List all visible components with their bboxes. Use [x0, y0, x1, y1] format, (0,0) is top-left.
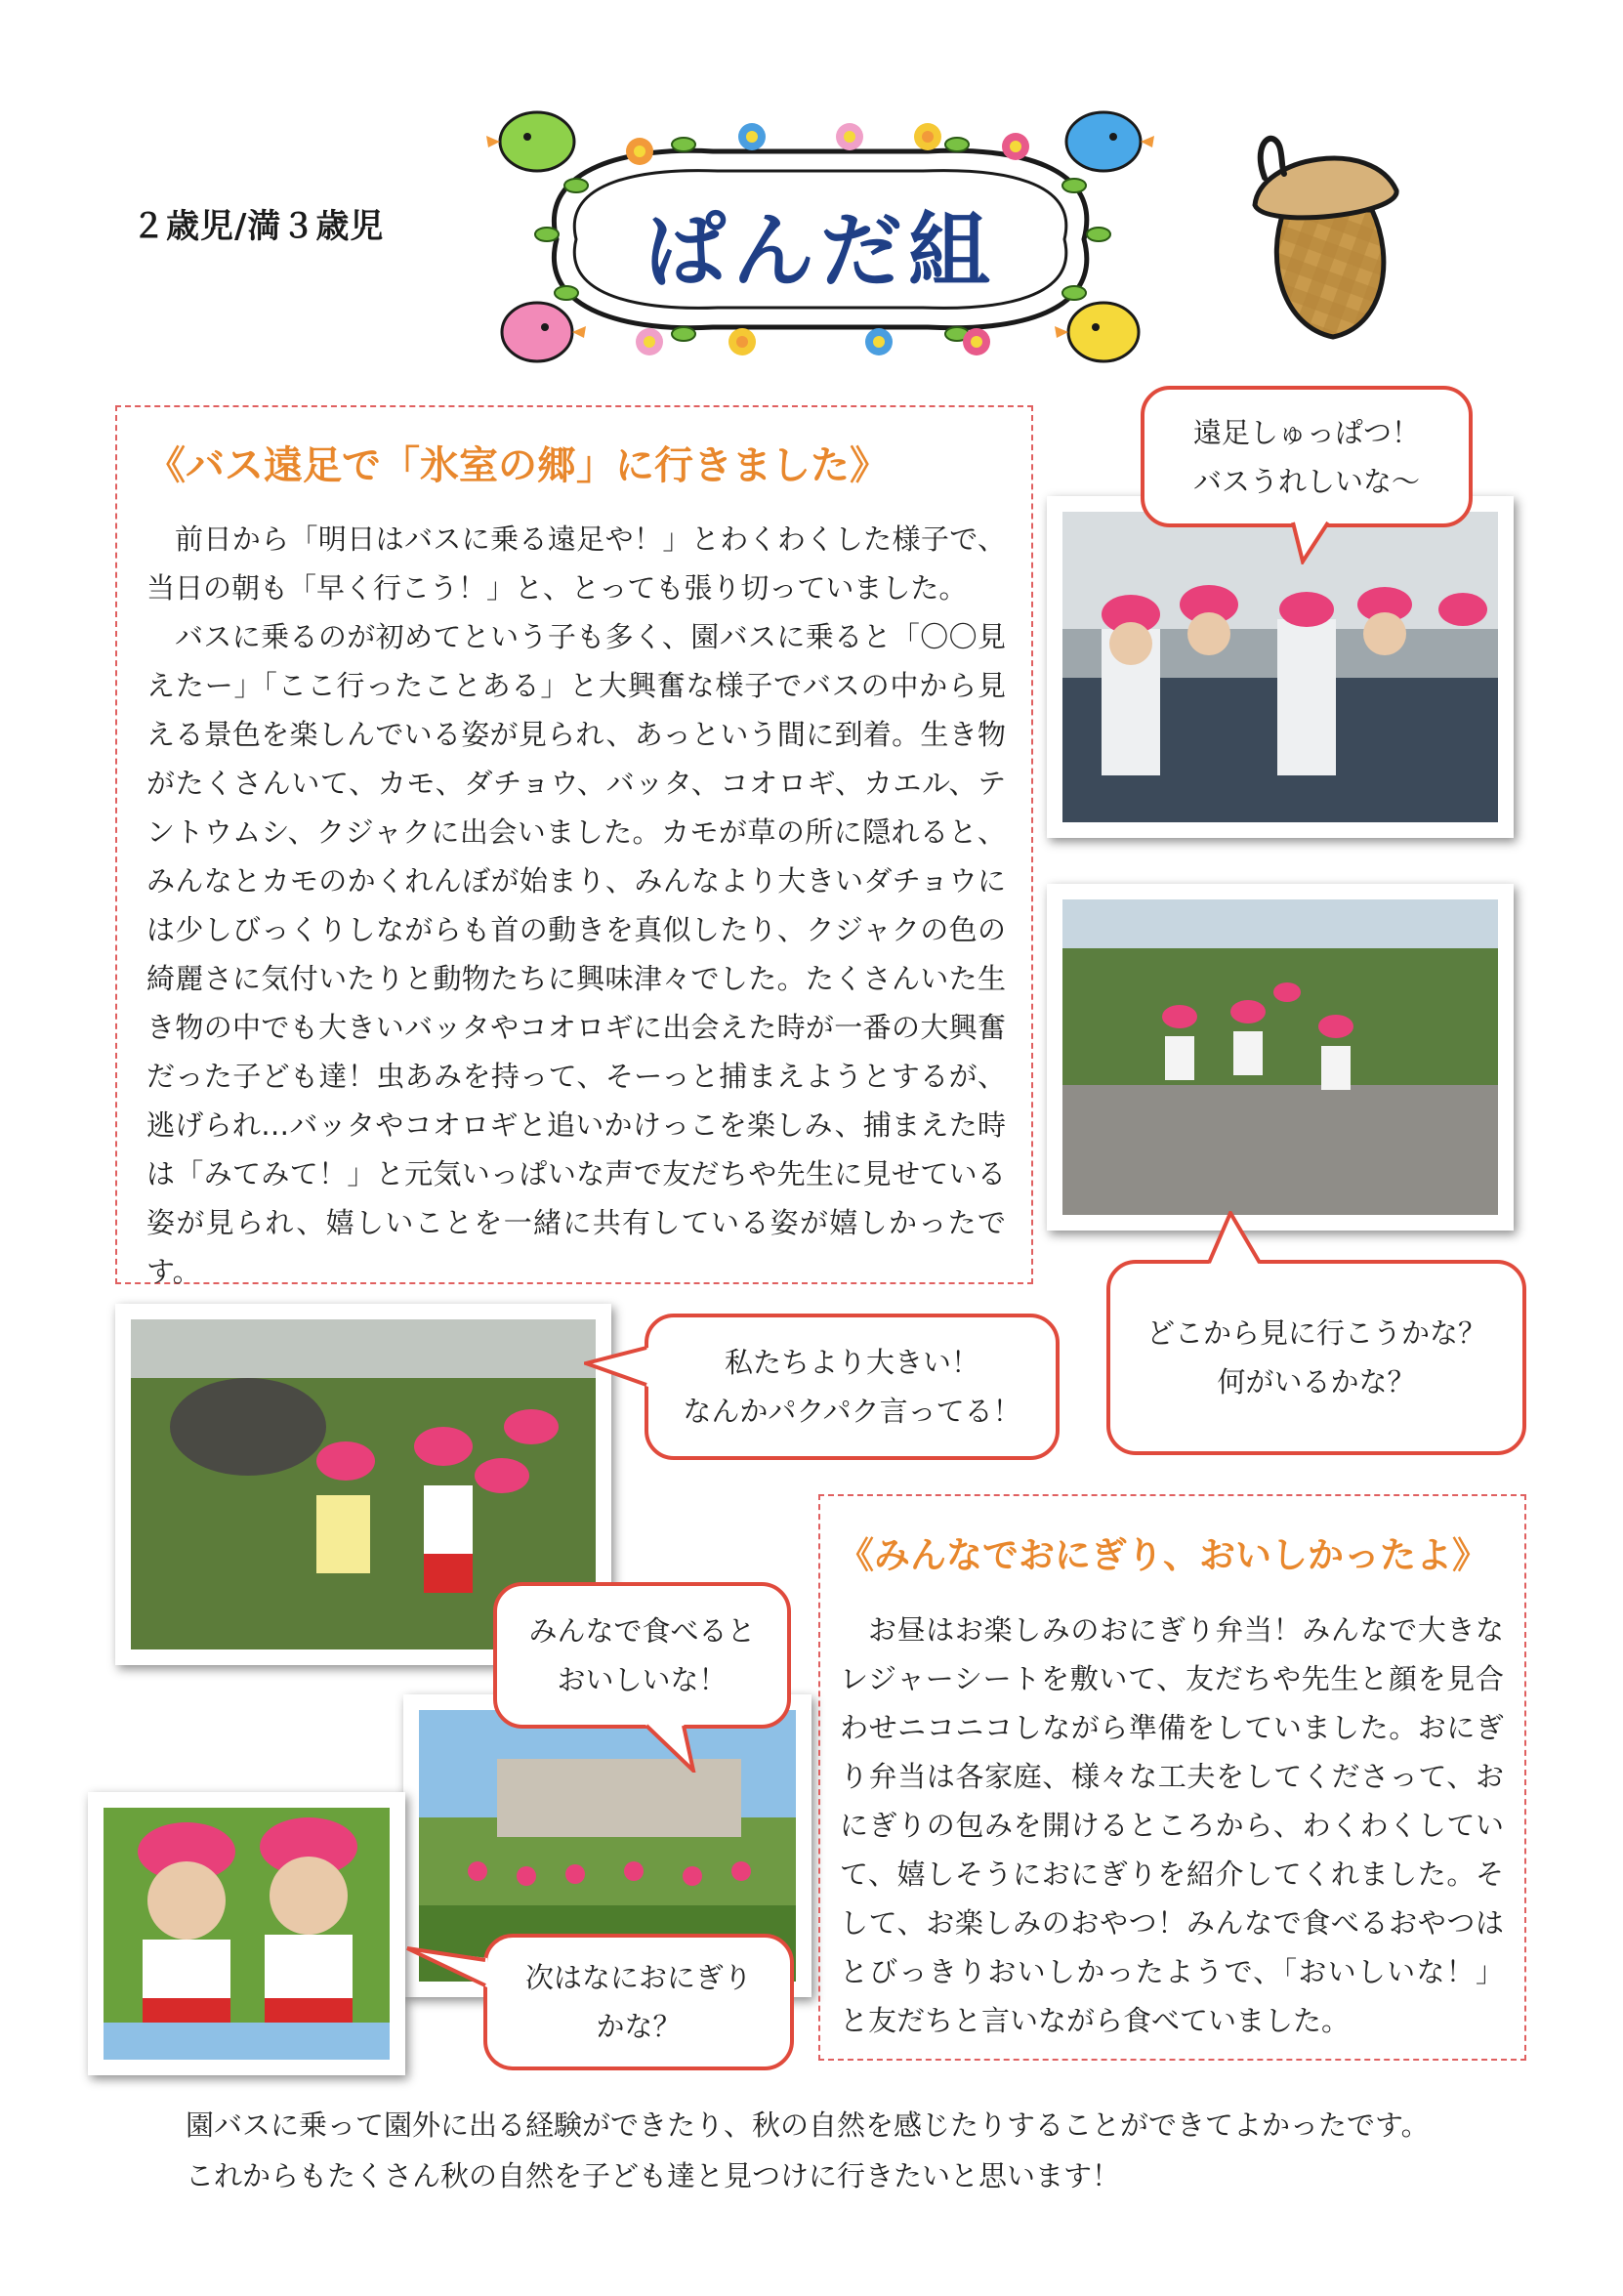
bus-trip-body — [146, 515, 1006, 1296]
lunch-section — [818, 1494, 1526, 2061]
bubble-line: 私たちより大きい！ — [724, 1346, 979, 1379]
lunch-paragraph: お昼はお楽しみのおにぎり弁当！みんなで大きなレジャーシートを敷いて、友だちや先生と顔を見合わせニコニコしながら準備をしていました。おにぎり弁当は各家庭、様々な工夫をしてくださって、おにぎりの包みを開けるところから、わくわくしていて、嬉しそうにおにぎりを紹介してくれました。そして、お楽しみのおやつ！みんなで食べるおやつはとびっきりおいしかったようで、「おいしいな！」と友だちと言いながら食べていました。 — [840, 1613, 1504, 2037]
speech-bubble-where — [1106, 1260, 1526, 1455]
bubble-line: かな？ — [596, 2010, 682, 2043]
speech-bubble-tail — [1289, 521, 1348, 564]
speech-bubble-tail — [584, 1338, 648, 1397]
age-group-label: ２歳児/満３歳児 — [132, 207, 385, 246]
lunch-title: 《みんなでおにぎり、おいしかったよ》 — [838, 1534, 1488, 1576]
bubble-line: 何がいるかな？ — [1217, 1365, 1416, 1398]
closing-line: これからもたくさん秋の自然を子ども達と見つけに行きたいと思います！ — [186, 2159, 1121, 2192]
speech-bubble-tail — [405, 1939, 487, 1992]
speech-bubble-ostrich — [645, 1314, 1060, 1460]
photo-eating-onigiri — [88, 1792, 405, 2075]
bus-trip-paragraph: バスに乗るのが初めてという子も多く、園バスに乗ると「〇〇見えたー」「ここ行ったことある」と大興奮な様子でバスの中から見える景色を楽しんでいる姿が見られ、あっという間に到着。生き物がたくさんいて、カモ、ダチョウ、バッタ、コオロギ、カエル、テントウムシ、クジャクに出会いました。カモが草の所に隠れると、みんなとカモのかくれんぼが始まり、みんなより大きいダチョウには少しびっくりしながらも首の動きを真似したり、クジャクの色の綺麗さに気付いたりと動物たちに興味津々でした。たくさんいた生き物の中でも大きいバッタやコオロギに出会えた時が一番の大興奮だった子ども達！虫あみを持って、そーっと捕まえようとするが、逃げられ…バッタやコオロギと追いかけっこを楽しみ、捕まえた時は「みてみて！」と元気いっぱいな声で友だちや先生に見せている姿が見られ、嬉しいことを一緒に共有している姿が嬉しかったです。 — [146, 620, 1006, 1288]
lunch-body — [840, 1606, 1504, 2045]
speech-bubble-next — [483, 1934, 794, 2070]
bubble-line: バスうれしいな～ — [1192, 464, 1420, 498]
speech-bubble-tail — [1201, 1211, 1269, 1265]
closing-line: 園バスに乗って園外に出る経験ができたり、秋の自然を感じたりすることができてよかったです。 — [186, 2108, 1430, 2142]
bubble-line: 次はなにおにぎり — [524, 1961, 752, 1994]
bubble-line: みんなで食べると — [528, 1614, 756, 1648]
bubble-line: 遠足しゅっぱつ！ — [1192, 415, 1420, 449]
bubble-line: おいしいな！ — [557, 1663, 728, 1696]
speech-bubble-eat — [493, 1582, 791, 1729]
bus-trip-section — [115, 405, 1033, 1288]
photo-walking — [1047, 884, 1514, 1231]
acorn-icon — [1226, 117, 1421, 352]
bus-trip-paragraph: 前日から「明日はバスに乗る遠足や！」とわくわくした様子で、当日の朝も「早く行こう！」と、とっても張り切っていました。 — [146, 522, 1006, 605]
bubble-line: なんかパクパク言ってる！ — [683, 1395, 1021, 1428]
bubble-line: どこから見に行こうかな？ — [1145, 1316, 1486, 1350]
photo-bus-ride — [1047, 496, 1514, 838]
speech-bubble-bus — [1141, 386, 1473, 527]
speech-bubble-tail — [640, 1724, 698, 1773]
bus-trip-title: 《バス遠足で「氷室の郷」に行きました》 — [146, 443, 889, 488]
closing-message — [186, 2100, 1430, 2201]
class-title: ぱんだ組 — [644, 203, 996, 299]
